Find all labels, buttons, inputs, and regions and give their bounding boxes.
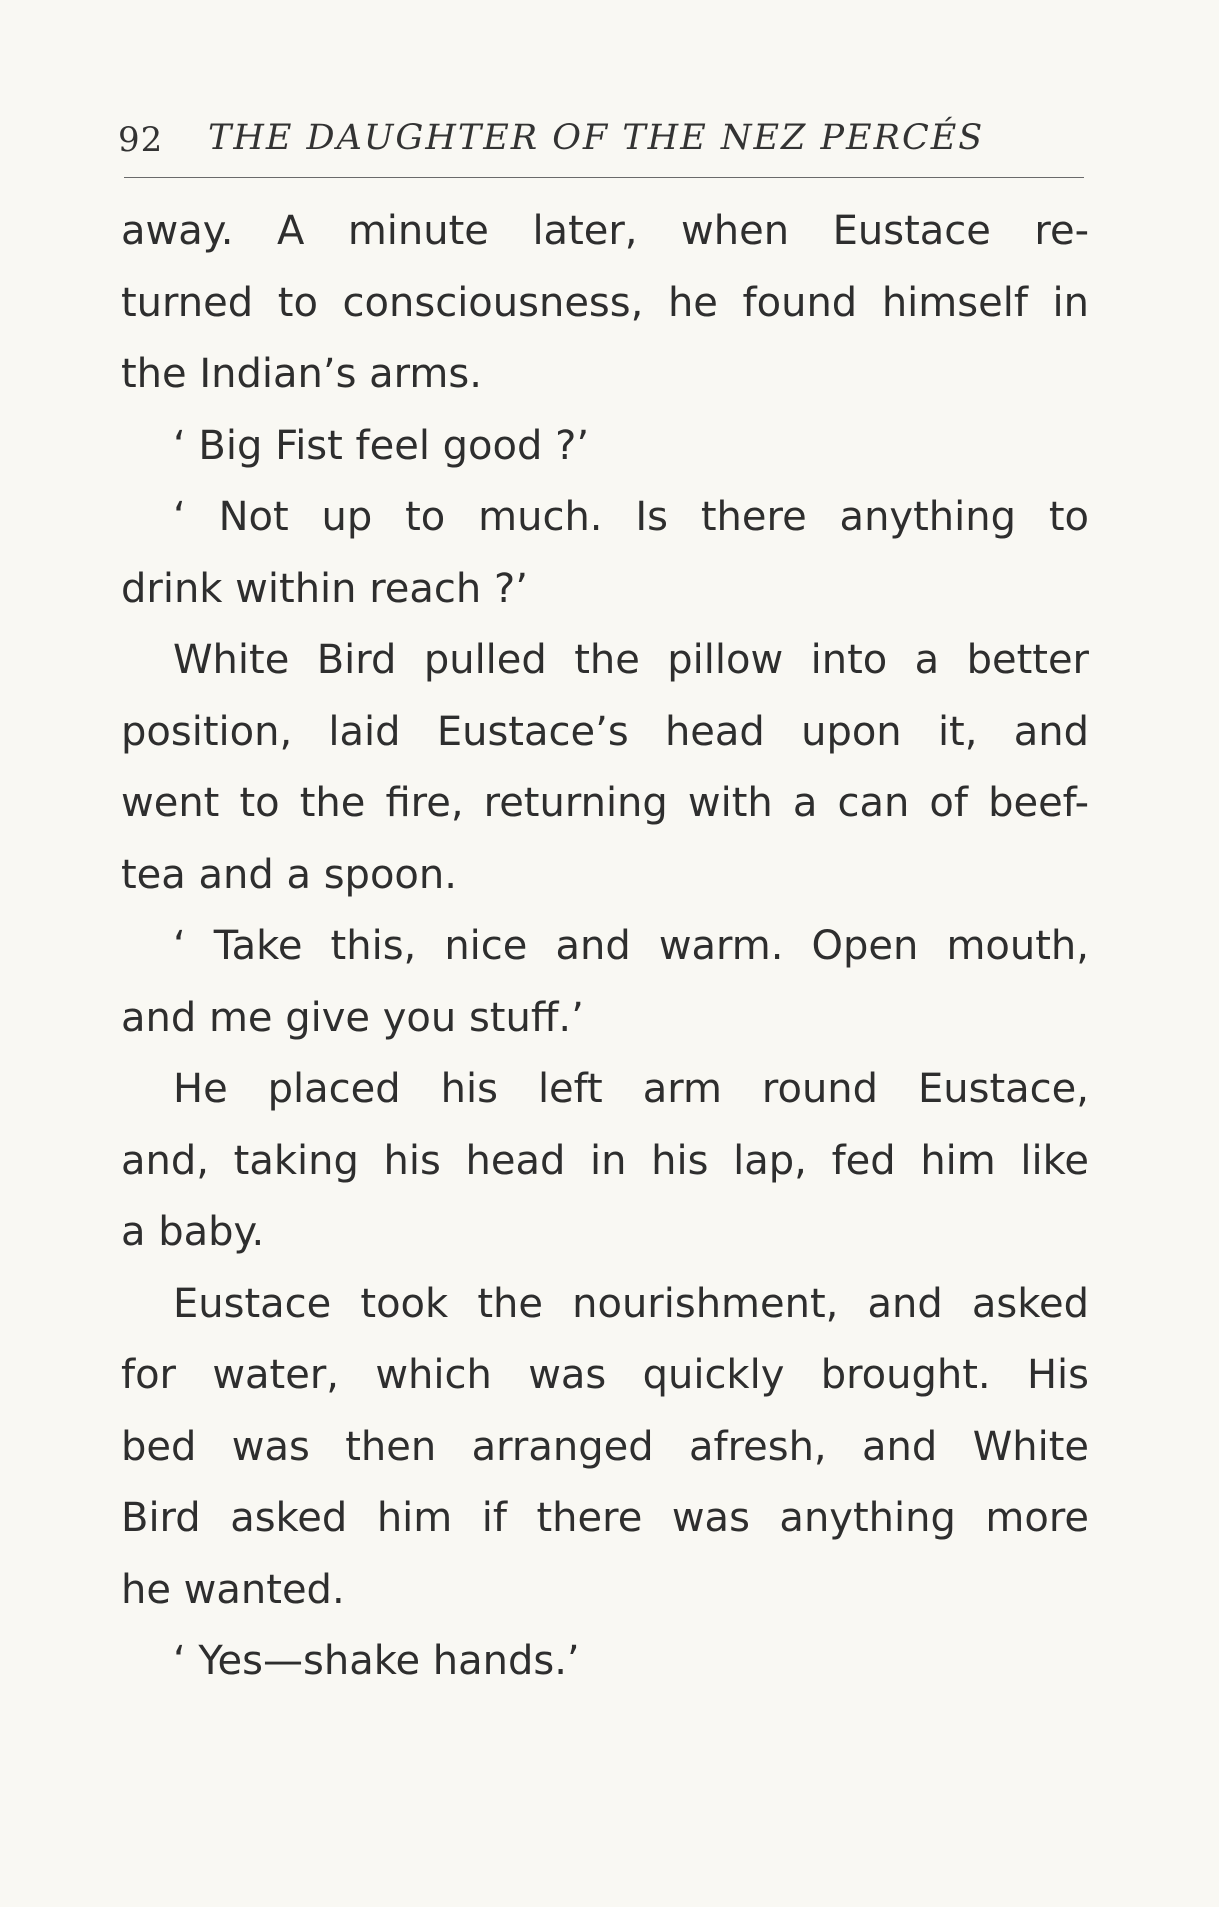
text-line: ‘ Big Fist feel good ?’ bbox=[173, 422, 590, 469]
text-line: position, laid Eustace’s head upon it, and bbox=[121, 708, 1089, 755]
page-number: 92 bbox=[118, 120, 164, 160]
text-line: ‘ Not up to much. Is there anything to bbox=[173, 494, 1089, 540]
text-line: away. A minute later, when Eustace re- bbox=[121, 208, 1089, 254]
text-line: White Bird pulled the pillow into a better bbox=[173, 637, 1089, 683]
text-line: went to the fire, returning with a can of beef- bbox=[121, 780, 1089, 826]
text-line: drink within reach ?’ bbox=[121, 565, 528, 612]
text-line: for water, which was quickly brought. His bbox=[121, 1352, 1089, 1398]
text-line: bed was then arranged afresh, and White bbox=[121, 1423, 1089, 1470]
text-line: turned to consciousness, he found himself in bbox=[121, 279, 1089, 326]
running-title: THE DAUGHTER OF THE NEZ PERCÉS bbox=[208, 118, 985, 158]
text-line: He placed his left arm round Eustace, bbox=[173, 1066, 1089, 1112]
text-line: and me give you stuff.’ bbox=[121, 994, 584, 1041]
text-line: he wanted. bbox=[121, 1566, 345, 1613]
text-line: Bird asked him if there was anything more bbox=[121, 1495, 1089, 1541]
text-line: ‘ Take this, nice and warm. Open mouth, bbox=[173, 923, 1089, 969]
text-line: the Indian’s arms. bbox=[121, 351, 482, 397]
text-line: and, taking his head in his lap, fed him like bbox=[121, 1137, 1089, 1184]
text-line: tea and a spoon. bbox=[121, 851, 457, 898]
page-header bbox=[118, 110, 1088, 170]
text-line: Eustace took the nourishment, and asked bbox=[173, 1280, 1089, 1327]
text-line: ‘ Yes—shake hands.’ bbox=[173, 1638, 580, 1684]
body-text bbox=[121, 196, 1089, 1698]
header-rule bbox=[124, 177, 1084, 178]
text-line: a baby. bbox=[121, 1209, 265, 1255]
